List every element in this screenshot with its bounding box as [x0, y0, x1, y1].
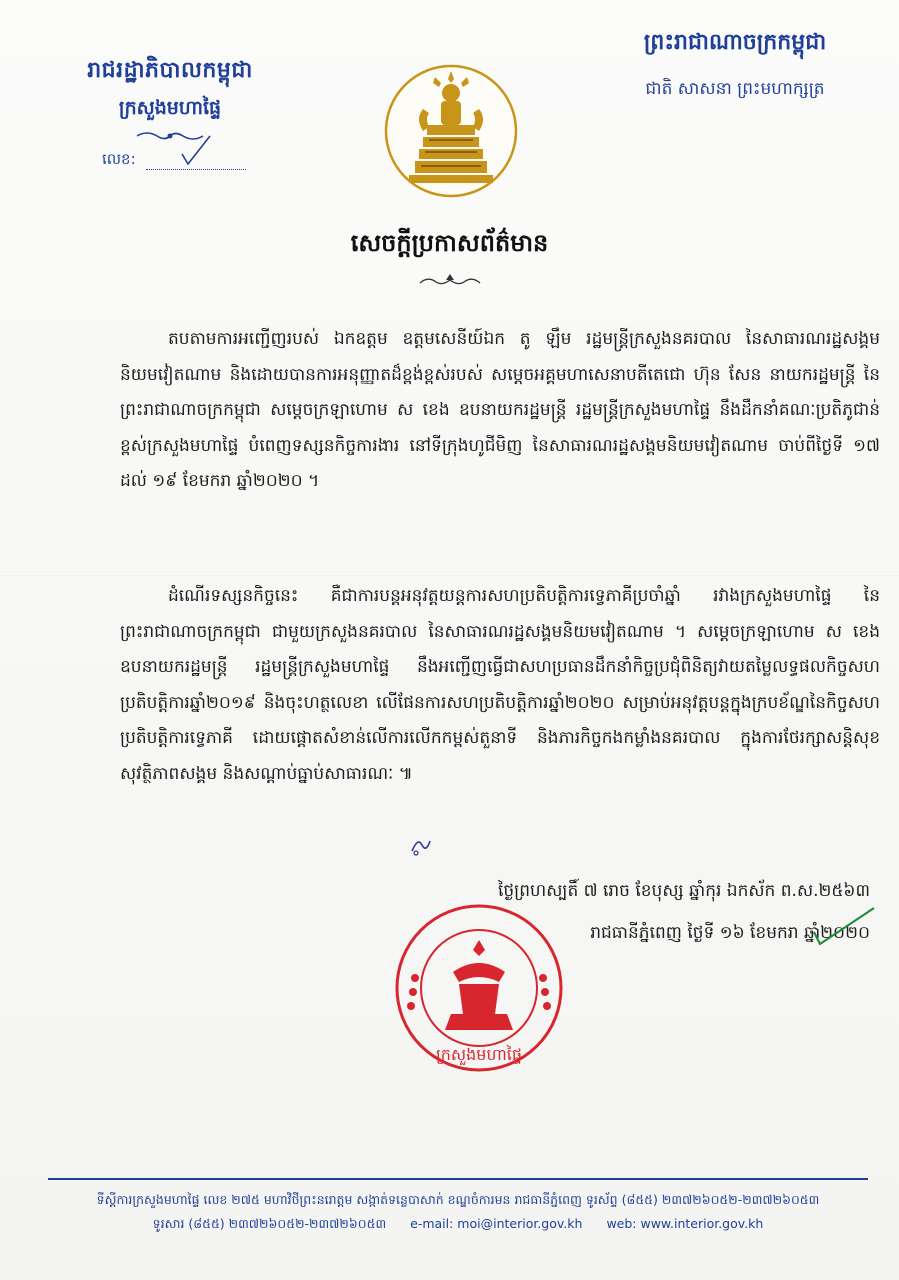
- footer-address: ទីស្តីការក្រសួងមហាផ្ទៃ លេខ ២៧៥ មហាវិថីព្រះនរោត្តម សង្កាត់ទន្លេបាសាក់ ខណ្ឌចំការមន រាជធានីភ្នំពេញ ទូរស័ព្ទ (៨៥៥) ២៣៧២៦០៥២-២៣៧២៦០៥៣: [96, 1192, 820, 1207]
- header-left: [70, 56, 270, 146]
- footer: [48, 1188, 868, 1236]
- footer-web[interactable]: web: www.interior.gov.kh: [606, 1216, 764, 1231]
- lunar-date: ថ្ងៃព្រហស្បតិ៍ ៧ រោច ខែបុស្ស ឆ្នាំកុរ ឯកស័ក ព.ស.២៥៦៣: [497, 881, 870, 901]
- ministry-name: ក្រសួងមហាផ្ទៃ: [118, 97, 222, 119]
- royal-emblem-icon: [383, 63, 519, 199]
- paragraph-1: តបតាមការអញ្ជើញរបស់ ឯកឧត្តម ឧត្តមសេនីយ៍ឯក តូ ឡឹម រដ្ឋមន្ត្រីក្រសួងនគរបាល នៃសាធារណរដ្ឋសង្គមនិយមវៀតណាម និងដោយបានការអនុញ្ញាតដ៏ខ្ពង់ខ្ពស់របស់ សម្តេចអគ្គមហាសេនាបតីតេជោ ហ៊ុន សែន នាយករដ្ឋមន្ត្រី នៃព្រះរាជាណាចក្រកម្ពុជា សម្តេចក្រឡាហោម ស ខេង ឧបនាយករដ្ឋមន្ត្រី រដ្ឋមន្ត្រីក្រសួងមហាផ្ទៃ នឹងដឹកនាំគណៈប្រតិភូជាន់ខ្ពស់ក្រសួងមហាផ្ទៃ បំពេញទស្សនកិច្ចការងារ នៅទីក្រុងហូជីមិញ នៃសាធារណរដ្ឋសង្គមនិយមវៀតណាម ចាប់ពីថ្ងៃទី ១៧ ដល់ ១៩ ខែមករា ឆ្នាំ២០២០ ។: [120, 329, 880, 491]
- reference-number: [102, 150, 252, 174]
- initial-mark-icon: [408, 835, 432, 857]
- government-name: រាជរដ្ឋាភិបាលកម្ពុជា: [87, 58, 253, 83]
- checkmark-icon: [180, 134, 212, 166]
- footer-rule: [48, 1178, 868, 1180]
- checkmark-icon: [808, 906, 878, 948]
- document-title: សេចក្ដីប្រកាសព័ត៌មាន: [350, 229, 549, 257]
- footer-fax: ទូរសារ (៨៥៥) ២៣៧២៦០៥២-២៣៧២៦០៥៣: [152, 1216, 387, 1231]
- reference-dotted-line: [146, 169, 246, 170]
- page-fold: [0, 575, 899, 576]
- solar-date: រាជធានីភ្នំពេញ ថ្ងៃទី ១៦ ខែមករា ឆ្នាំ២០២០: [590, 923, 870, 943]
- seal-text: ក្រសួងមហាផ្ទៃ: [435, 1045, 523, 1064]
- footer-email[interactable]: e-mail: moi@interior.gov.kh: [410, 1216, 583, 1231]
- reference-label: លេខ:: [102, 150, 136, 168]
- title-ornament-icon: [418, 274, 482, 288]
- national-motto: ជាតិ សាសនា ព្រះមហាក្សត្រ: [645, 79, 825, 99]
- ministry-seal-icon: [393, 902, 565, 1074]
- header-right: [600, 28, 870, 103]
- kingdom-name: ព្រះរាជាណាចក្រកម្ពុជា: [643, 30, 827, 55]
- footer-contacts: [48, 1212, 868, 1236]
- paragraph-2: ដំណើរទស្សនកិច្ចនេះ គឺជាការបន្តអនុវត្តយន្តការសហប្រតិបត្តិការទ្វេភាគីប្រចាំឆ្នាំ រវាងក្រសួងមហាផ្ទៃ នៃព្រះរាជាណាចក្រកម្ពុជា ជាមួយក្រសួងនគរបាល នៃសាធារណរដ្ឋសង្គមនិយមវៀតណាម ។ សម្តេចក្រឡាហោម ស ខេង ឧបនាយករដ្ឋមន្ត្រី រដ្ឋមន្ត្រីក្រសួងមហាផ្ទៃ នឹងអញ្ជើញធ្វើជាសហប្រធានដឹកនាំកិច្ចប្រជុំពិនិត្យវាយតម្លៃលទ្ធផលកិច្ចសហប្រតិបត្តិការឆ្នាំ២០១៩ និងចុះហត្ថលេខា លើផែនការសហប្រតិបត្តិការឆ្នាំ២០២០ សម្រាប់អនុវត្តបន្តក្នុងក្របខ័ណ្ឌនៃកិច្ចសហប្រតិបត្តិការទ្វេភាគី ដោយផ្តោតសំខាន់លើការលើកកម្ពស់តួនាទី និងភារកិច្ចកងកម្លាំងនគរបាល ក្នុងការថែរក្សាសន្តិសុខ សុវត្ថិភាពសង្គម និងសណ្តាប់ធ្នាប់សាធារណៈ ៕: [120, 586, 880, 784]
